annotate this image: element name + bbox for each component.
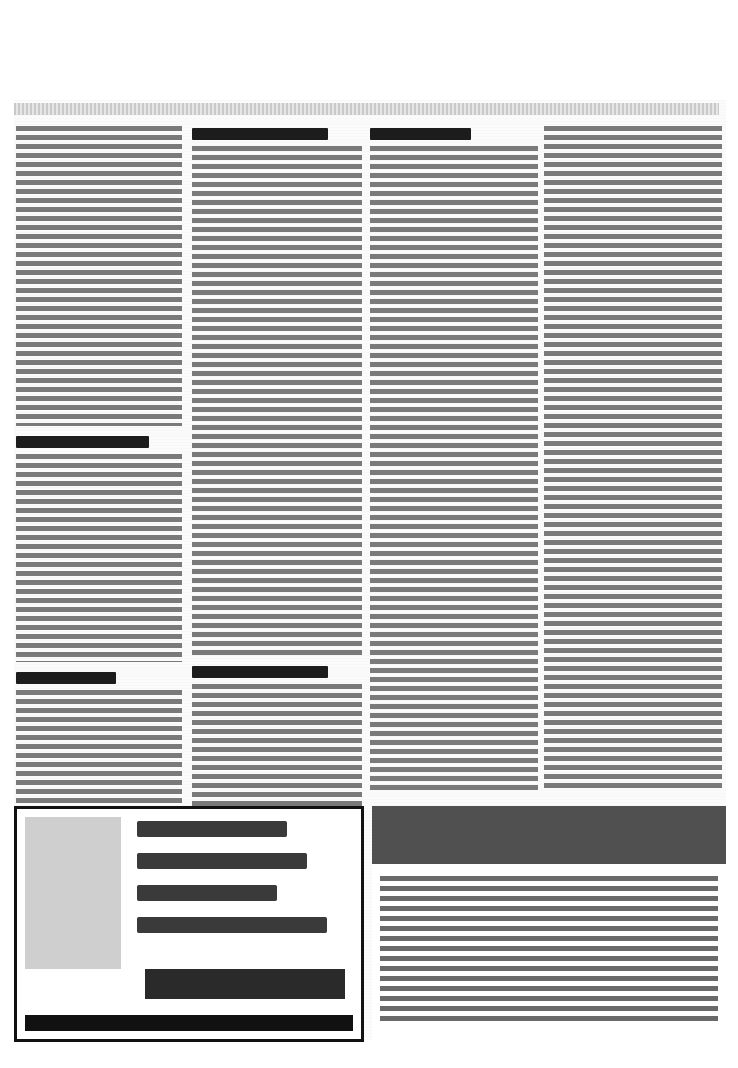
text-block xyxy=(544,126,722,790)
advert-line xyxy=(137,917,327,933)
article-column-2 xyxy=(192,126,362,798)
advertisement-box-left xyxy=(14,806,364,1042)
advert-line xyxy=(137,885,277,901)
advert-logo xyxy=(145,969,345,999)
advert-text-lines xyxy=(137,821,349,949)
text-block xyxy=(192,684,362,808)
article-column-4 xyxy=(544,126,722,798)
text-block xyxy=(370,146,538,792)
text-block xyxy=(192,146,362,656)
section-heading xyxy=(16,436,149,448)
section-heading xyxy=(370,128,471,140)
text-block xyxy=(16,690,182,816)
text-block xyxy=(16,126,182,426)
article-column-1 xyxy=(16,126,182,798)
product-photo xyxy=(25,817,121,969)
running-header-bar xyxy=(14,103,719,115)
text-block xyxy=(16,454,182,662)
article-column-3 xyxy=(370,126,538,798)
advert-banner xyxy=(372,806,726,864)
advert-line xyxy=(137,853,307,869)
advert-text-area xyxy=(380,876,718,1026)
section-heading xyxy=(192,128,328,140)
section-heading xyxy=(16,672,116,684)
advert-line xyxy=(137,821,287,837)
advert-footer-strip xyxy=(25,1015,353,1031)
section-heading xyxy=(192,666,328,678)
advertisement-box-right xyxy=(372,806,726,1042)
